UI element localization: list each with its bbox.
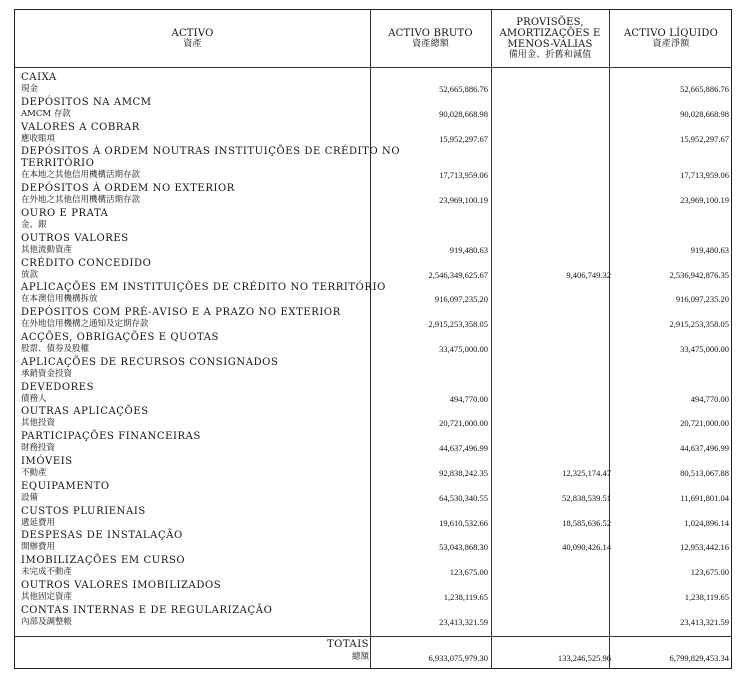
row-value-bruto: 19,610,532.66	[439, 517, 488, 528]
row-value-bruto: 2,546,349,625.67	[428, 269, 488, 280]
table-row	[15, 554, 733, 579]
table-row	[15, 529, 733, 554]
totals-label-pt: TOTAIS	[326, 639, 369, 650]
header-provisoes-zh: 備用金、折舊和減值	[508, 50, 592, 60]
header-provisoes	[491, 10, 609, 67]
table-row	[15, 579, 733, 604]
row-label-zh: 在本澳信用機構拆放	[21, 294, 98, 305]
header-divider	[15, 67, 731, 68]
row-value-bruto: 33,475,000.00	[439, 344, 488, 354]
row-label-zh: 設備	[21, 492, 39, 503]
row-value-liquido: 919,480.63	[690, 244, 729, 255]
table-row	[15, 232, 733, 257]
table-row	[15, 121, 733, 146]
row-value-liquido: 494,770.00	[690, 393, 729, 404]
table-row	[15, 430, 733, 455]
row-label-pt: APLICAÇÕES DE RECURSOS CONSIGNADOS	[21, 356, 279, 368]
row-value-bruto: 20,721,000.00	[439, 418, 488, 429]
header-activo-liquido-zh: 資產淨額	[652, 39, 690, 49]
row-label-pt: CUSTOS PLURIENAIS	[21, 505, 146, 517]
row-label-pt: CONTAS INTERNAS E DE REGULARIZAÇÃO	[21, 604, 273, 616]
header-activo-bruto-pt: ACTIVO BRUTO	[388, 28, 473, 39]
table-row	[15, 96, 733, 121]
row-value-bruto: 15,952,297.67	[439, 133, 488, 144]
table-row	[15, 381, 733, 406]
row-value-bruto: 919,480.63	[449, 244, 488, 255]
row-label-zh: 遞延費用	[21, 517, 56, 528]
row-value-bruto: 23,413,321.59	[439, 616, 488, 627]
row-value-provisoes: 18,585,636.52	[562, 517, 611, 528]
totals-label-zh: 總額	[351, 652, 369, 662]
row-label-pt: CRÉDITO CONCEDIDO	[21, 257, 152, 269]
header-activo-zh: 資產	[183, 39, 202, 49]
totals-bruto: 6,933,075,979.30	[428, 653, 488, 663]
row-label-zh: 應收賬項	[21, 133, 56, 144]
row-label-zh: 現金	[21, 84, 39, 94]
header-provisoes-line-1: PROVISÕES,	[516, 17, 584, 28]
table-row	[15, 505, 733, 530]
row-value-liquido: 44,637,496.99	[680, 443, 729, 454]
row-label-zh: 在本地之其他信用機構活期存款	[21, 170, 141, 181]
table-row	[15, 71, 733, 96]
row-label-pt: APLICAÇÕES EM INSTITUIÇÕES DE CRÉDITO NO TERRITÓRIO	[21, 282, 386, 294]
table-row	[15, 281, 733, 306]
row-label-zh: 開辦費用	[21, 542, 56, 553]
row-label-pt: IMOBILIZAÇÕES EM CURSO	[21, 555, 186, 567]
row-value-provisoes: 40,090,426.14	[562, 542, 611, 553]
row-value-bruto: 53,043,868.30	[439, 542, 488, 553]
row-label-zh: 承銷資金投資	[21, 368, 73, 379]
header-activo	[15, 10, 370, 67]
row-label-pt: DEVEDORES	[21, 381, 95, 393]
row-label-zh: 內部及調整帳	[21, 616, 73, 627]
row-value-bruto: 44,637,496.99	[439, 443, 488, 454]
table-row	[15, 145, 733, 182]
row-label-pt: EQUIPAMENTO	[21, 480, 110, 492]
row-value-bruto: 90,028,668.98	[439, 108, 488, 119]
row-label-zh: 在外地之其他信用機構活期存款	[21, 195, 141, 206]
row-label-zh: 未完成不動產	[21, 567, 73, 578]
row-label-zh: 其他流動資產	[21, 244, 73, 255]
row-label-pt: DEPÓSITOS NA AMCM	[21, 96, 152, 108]
row-value-bruto: 52,665,886.76	[439, 84, 488, 94]
row-value-provisoes: 52,838,539.51	[562, 492, 611, 503]
totals-provisoes: 133,246,525.96	[557, 653, 611, 663]
row-value-provisoes: 9,406,749.32	[566, 269, 611, 280]
header-activo-bruto-zh: 資產總額	[412, 39, 449, 49]
row-value-liquido: 916,097,235.20	[675, 294, 729, 305]
header-activo-liquido-pt: ACTIVO LÍQUIDO	[623, 28, 719, 39]
header-provisoes-line-2: AMORTIZAÇÕES E	[499, 28, 601, 39]
row-label-zh: 其他投資	[21, 418, 56, 429]
row-label-pt: DEPÓSITOS À ORDEM NO EXTERIOR	[21, 183, 235, 195]
row-value-liquido: 33,475,000.00	[680, 344, 729, 354]
row-label-pt: DEPÓSITOS À ORDEM NOUTRAS INSTITUIÇÕES DE CRÉDITO NO	[21, 146, 401, 158]
row-label-pt: CAIXA	[21, 72, 57, 83]
table-row	[15, 207, 733, 232]
row-value-liquido: 23,969,100.19	[680, 195, 729, 206]
table-row	[15, 455, 733, 480]
header-activo-bruto	[370, 10, 491, 67]
row-value-bruto: 1,238,119.65	[443, 592, 488, 602]
row-label-pt: DEPÓSITOS COM PRÉ-AVISO E A PRAZO NO EXTERIOR	[21, 307, 341, 319]
row-label-pt-continued: TERRITÓRIO	[21, 158, 95, 170]
table-row	[15, 405, 733, 430]
row-label-pt: VALORES A COBRAR	[21, 121, 140, 133]
row-label-zh: 債務人	[21, 393, 47, 404]
row-label-zh: 放款	[21, 269, 39, 280]
row-value-liquido: 90,028,668.98	[680, 108, 729, 119]
row-value-liquido: 1,238,119.65	[684, 592, 729, 602]
row-value-liquido: 20,721,000.00	[680, 418, 729, 429]
row-value-bruto: 92,838,242.35	[439, 468, 488, 478]
row-label-pt: OUTROS VALORES	[21, 232, 129, 244]
header-activo-pt: ACTIVO	[171, 28, 214, 39]
row-value-bruto: 17,713,959.06	[439, 170, 488, 181]
row-value-liquido: 23,413,321.59	[680, 616, 729, 627]
table-row	[15, 480, 733, 505]
header-provisoes-line-3: MENOS-VALIAS	[507, 39, 593, 50]
row-label-pt: OUTRAS APLICAÇÕES	[21, 406, 149, 418]
row-value-liquido: 11,691,801.04	[680, 492, 729, 503]
row-value-liquido: 17,713,959.06	[680, 170, 729, 181]
row-value-provisoes: 12,325,174.47	[562, 468, 611, 478]
totals-row	[15, 636, 733, 669]
row-value-bruto: 123,675.00	[449, 567, 488, 578]
row-value-liquido: 123,675.00	[690, 567, 729, 578]
row-label-zh: 在外地信用機構之通知及定期存款	[21, 319, 149, 330]
row-label-pt: OUTROS VALORES IMOBILIZADOS	[21, 580, 222, 591]
row-value-bruto: 2,915,253,358.05	[428, 319, 488, 330]
header-activo-liquido	[609, 10, 733, 67]
totals-liquido: 6,799,829,453.34	[669, 653, 729, 663]
row-value-bruto: 494,770.00	[449, 393, 488, 404]
row-value-liquido: 52,665,886.76	[680, 84, 729, 94]
table-row	[15, 331, 733, 356]
row-label-zh: 其他固定資產	[21, 592, 73, 602]
row-label-pt: OURO E PRATA	[21, 208, 109, 219]
assets-table	[14, 9, 732, 669]
row-value-liquido: 1,024,896.14	[684, 517, 729, 528]
row-value-liquido: 15,952,297.67	[680, 133, 729, 144]
table-row	[15, 604, 733, 629]
row-label-zh: 不動產	[21, 468, 47, 478]
row-value-bruto: 23,969,100.19	[439, 195, 488, 206]
table-row	[15, 182, 733, 207]
row-label-pt: ACÇÕES, OBRIGAÇÕES E QUOTAS	[21, 332, 219, 343]
row-value-bruto: 916,097,235.20	[434, 294, 488, 305]
row-label-pt: IMÓVEIS	[21, 456, 73, 467]
row-value-liquido: 12,953,442.16	[680, 542, 729, 553]
row-label-zh: 股票、債券及股權	[21, 344, 90, 354]
row-value-liquido: 2,536,942,876.35	[669, 269, 729, 280]
table-row	[15, 356, 733, 381]
row-label-zh: AMCM 存款	[21, 108, 71, 119]
row-label-zh: 金、銀	[21, 220, 47, 230]
row-label-zh: 財務投資	[21, 443, 56, 454]
row-value-liquido: 80,513,067.88	[680, 468, 729, 478]
row-label-pt: DESPESAS DE INSTALAÇÃO	[21, 530, 183, 542]
row-value-bruto: 64,530,340.55	[439, 492, 488, 503]
row-label-pt: PARTICIPAÇÕES FINANCEIRAS	[21, 431, 201, 443]
table-row	[15, 306, 733, 331]
row-value-liquido: 2,915,253,358.05	[669, 319, 729, 330]
table-row	[15, 257, 733, 282]
